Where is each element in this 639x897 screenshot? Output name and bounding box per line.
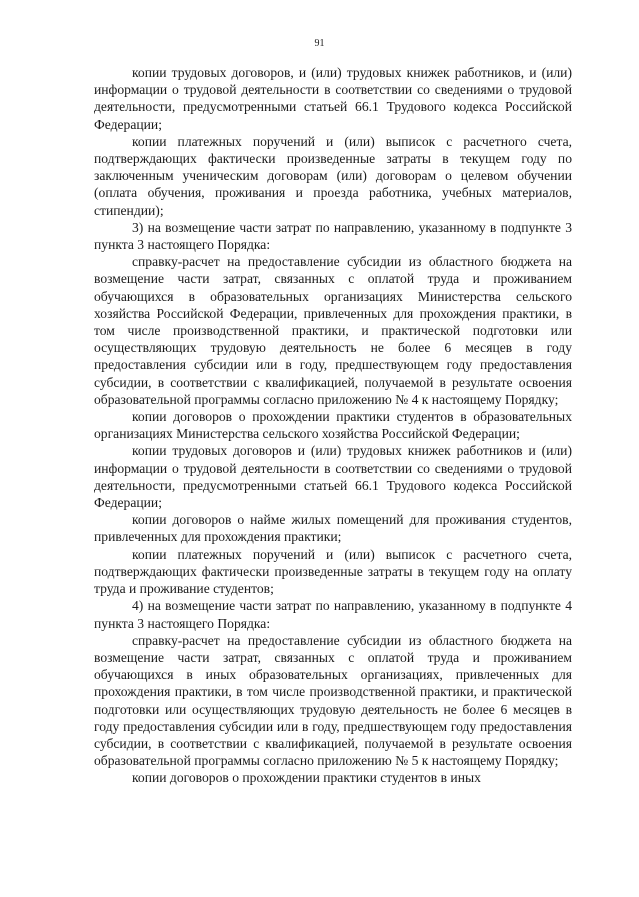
paragraph: копии договоров о прохождении практики студентов в образовательных организациях Министерства сельского хозяйства Российской Федерации; [94, 409, 572, 442]
page-number: 91 [314, 38, 325, 49]
paragraph: справку-расчет на предоставление субсидии из областного бюджета на возмещение части затрат, связанных с оплатой труда и проживанием обучающихся в образовательных организациях Министерства сельского хозяйства Российской Федерации, привлеченных для прохождения практики, в том числе производственной практики, и практической подготовки или осуществляющих трудовую деятельность не более 6 месяцев в году предоставления субсидии или в году, предшествующем году предоставления субсидии, в соответствии с квалификацией, получаемой в результате освоения образовательной программы согласно приложению № 4 к настоящему Порядку; [94, 254, 572, 407]
paragraph: копии трудовых договоров, и (или) трудовых книжек работников, и (или) информации о трудовой деятельности в соответствии со сведениями о трудовой деятельности, предусмотренными статьей 66.1 Трудового кодекса Российской Федерации; [94, 65, 572, 132]
document-body [94, 64, 572, 787]
paragraph: справку-расчет на предоставление субсидии из областного бюджета на возмещение части затрат, связанных с оплатой труда и проживанием обучающихся в иных образовательных организациях, привлеченных для прохождения практики, в том числе производственной практики, и практической подготовки или осуществляющих трудовую деятельность не более 6 месяцев в году предоставления субсидии или в году, предшествующем году предоставления субсидии, в соответствии с квалификацией, получаемой в результате освоения образовательной программы согласно приложению № 5 к настоящему Порядку; [94, 632, 572, 769]
paragraph: 4) на возмещение части затрат по направлению, указанному в подпункте 4 пункта 3 настоящего Порядка: [94, 598, 572, 631]
paragraph-continued: копии договоров о прохождении практики студентов в иных [132, 770, 481, 786]
paragraph: копии платежных поручений и (или) выписок с расчетного счета, подтверждающих фактически произведенные затраты в текущем году по заключенным ученическим договорам (или) договорам о целевом обучении (оплата обучения, проживания и проезда работника, учебных материалов, стипендии); [94, 133, 572, 218]
paragraph: копии платежных поручений и (или) выписок с расчетного счета, подтверждающих фактически произведенные затраты в текущем году на оплату труда и проживание студентов; [94, 546, 572, 597]
paragraph: копии трудовых договоров и (или) трудовых книжек работников и (или) информации о трудовой деятельности в соответствии со сведениями о трудовой деятельности, предусмотренными статьей 66.1 Трудового кодекса Российской Федерации; [94, 443, 572, 511]
paragraph: копии договоров о найме жилых помещений для проживания студентов, привлеченных для прохождения практики; [94, 512, 572, 545]
paragraph: 3) на возмещение части затрат по направлению, указанному в подпункте 3 пункта 3 настоящего Порядка: [94, 219, 572, 253]
